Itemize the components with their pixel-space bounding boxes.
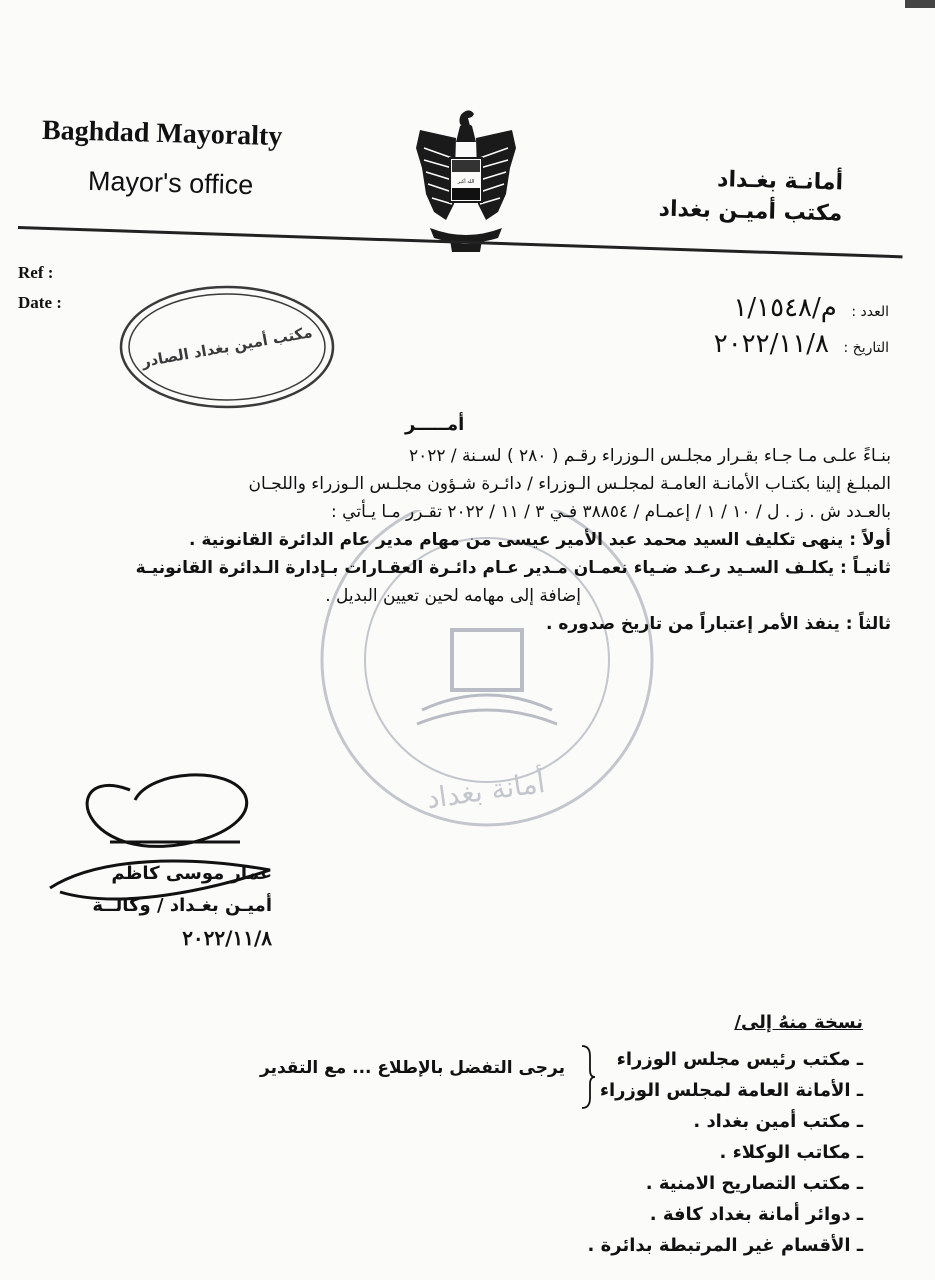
brace-bracket-icon [578, 1044, 596, 1110]
watermark-text: أمانة بغداد [424, 765, 548, 816]
order-intro-line: المبلـغ إلينا بكتـاب الأمانـة العامـة لمجلـس الـوزراء / دائـرة شـؤون مجلـس الـوزراء واللجـان [248, 474, 891, 494]
order-body [31, 442, 891, 638]
order-intro-line: بنـاءً علـى مـا جـاء بقـرار مجلـس الـوزراء رقـم ( ٢٨٠ ) لسـنة / ٢٠٢٢ [408, 446, 891, 466]
signatory-block [60, 858, 272, 954]
order-item-first: أولاً : ينهى تكليف السيد محمد عبد الأمير عيسى من مهام مدير عام الدائرة القانونية . [189, 530, 891, 550]
org-name-ar: أمانـة بغـداد [717, 167, 844, 196]
copies-note: يرجى التفضل بالإطلاع ... مع التقدير [260, 1058, 565, 1078]
order-title: أمـــــر [405, 414, 465, 435]
office-name-ar: مكتب أميـن بغداد [658, 196, 843, 227]
org-block-ar [659, 166, 844, 233]
ref-date-labels [18, 258, 62, 318]
signatory-title: أميـن بغـداد / وكالــة [92, 895, 272, 916]
copies-list-item: ـ مكتب رئيس مجلس الوزراء [616, 1049, 863, 1070]
doc-number-row [714, 292, 889, 328]
order-item-third: ثالثاً : ينفذ الأمر إعتباراً من تاريخ صدوره . [545, 614, 891, 634]
doc-date-value: ٢٠٢٢/١١/٨ [713, 329, 830, 359]
doc-number-value: م/١/١٥٤٨ [733, 293, 837, 323]
ref-label: Ref : [18, 263, 54, 282]
signatory-date: ٢٠٢٢/١١/٨ [182, 926, 272, 950]
doc-date-label: التاريخ : [843, 340, 889, 356]
org-name-en: Baghdad Mayoralty [41, 114, 283, 153]
copies-list-item: ـ الأقسام غير المرتبطة بدائرة . [587, 1235, 863, 1256]
doc-meta [714, 292, 889, 364]
order-intro-line: بالعـدد ش . ز . ل / ١٠ / ١ / إعمـام / ٣٨٨٥٤ فـي ٣ / ١١ / ٢٠٢٢ تقـرر مـا يـأتي : [331, 502, 891, 522]
date-label-en: Date : [18, 293, 62, 312]
eagle-emblem-icon [412, 108, 520, 256]
copies-title: نسخة منهُ إلى/ [734, 1012, 863, 1033]
office-stamp [116, 282, 338, 412]
doc-number-label: العدد : [851, 304, 889, 320]
copies-list-item: ـ مكتب التصاريح الامنية . [645, 1173, 863, 1194]
order-item-second-cont: إضافة إلى مهامه لحين تعيين البديل . [325, 586, 581, 606]
copies-list-item: ـ مكتب أمين بغداد . [693, 1111, 863, 1132]
doc-date-row [714, 328, 889, 364]
copies-list-item: ـ مكاتب الوكلاء . [719, 1142, 863, 1163]
copies-list [588, 1044, 863, 1261]
signatory-name: عمار موسى كاظم [111, 863, 272, 884]
copies-list-item: ـ الأمانة العامة لمجلس الوزراء [599, 1080, 863, 1101]
copies-list-item: ـ دوائر أمانة بغداد كافة . [649, 1204, 863, 1225]
order-item-second: ثانيـاً : يكلـف السـيد رعـد ضـياء نعمـان مـدير عـام دائـرة العقـارات بـإدارة الـدائرة القانونيـة [135, 558, 891, 578]
office-name-en: Mayor's office [87, 165, 254, 201]
page-corner-mark [905, 0, 935, 8]
emblem-lettering: الله أكبر [457, 179, 475, 185]
stamp-text: مكتب أمين بغداد الصادر [140, 323, 314, 371]
